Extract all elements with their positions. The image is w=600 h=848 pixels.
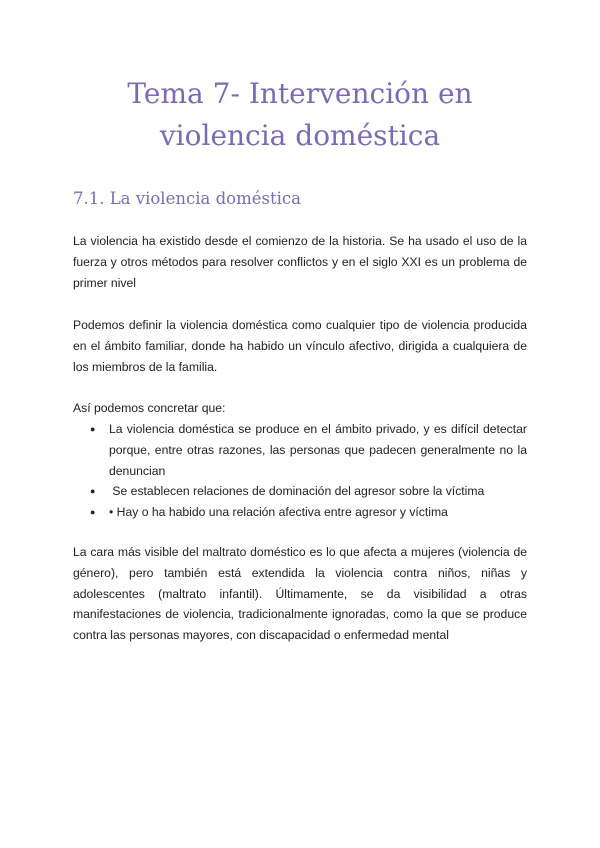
section-heading: 7.1. La violencia doméstica <box>73 189 301 208</box>
bullet-marker: ● <box>90 507 96 518</box>
paragraph-definition: Podemos definir la violencia doméstica como cualquier tipo de violencia producida en el ámbito familiar, donde ha habido un vínculo afectivo, dirigida a cualquiera de los miembros de la familia. <box>73 318 527 374</box>
paragraph-closing: La cara más visible del maltrato doméstico es lo que afecta a mujeres (violencia de género), pero también está extendida la violencia contra niños, niñas y adolescentes (maltrato infantil). Últimamente, se da visibilidad a otras manifestaciones de violencia, tradicionalmente ignoradas, como la que se produce contra las personas mayores, con discapacidad o enfermedad mental <box>73 545 527 643</box>
list-item <box>73 502 527 523</box>
list-item-text: • Hay o ha habido una relación afectiva entre agresor y víctima <box>109 505 448 520</box>
paragraph-list-intro: Así podemos concretar que: <box>73 401 226 415</box>
bullet-list <box>73 419 527 523</box>
list-item <box>73 481 527 502</box>
list-item-text: La violencia doméstica se produce en el ámbito privado, y es difícil detectar porque, entre otras razones, las personas que padecen generalmente no la denuncian <box>109 422 527 478</box>
bullet-marker: ● <box>90 424 96 434</box>
paragraph-intro: La violencia ha existido desde el comienzo de la historia. Se ha usado el uso de la fuerza y otros métodos para resolver conflictos y en el siglo XXI es un problema de primer nivel <box>73 234 527 290</box>
bullet-marker: ● <box>90 486 96 497</box>
list-item <box>73 419 527 481</box>
page-title: Tema 7- Intervención en violencia doméstica <box>127 77 473 152</box>
list-item-text: Se establecen relaciones de dominación del agresor sobre la víctima <box>109 484 485 499</box>
